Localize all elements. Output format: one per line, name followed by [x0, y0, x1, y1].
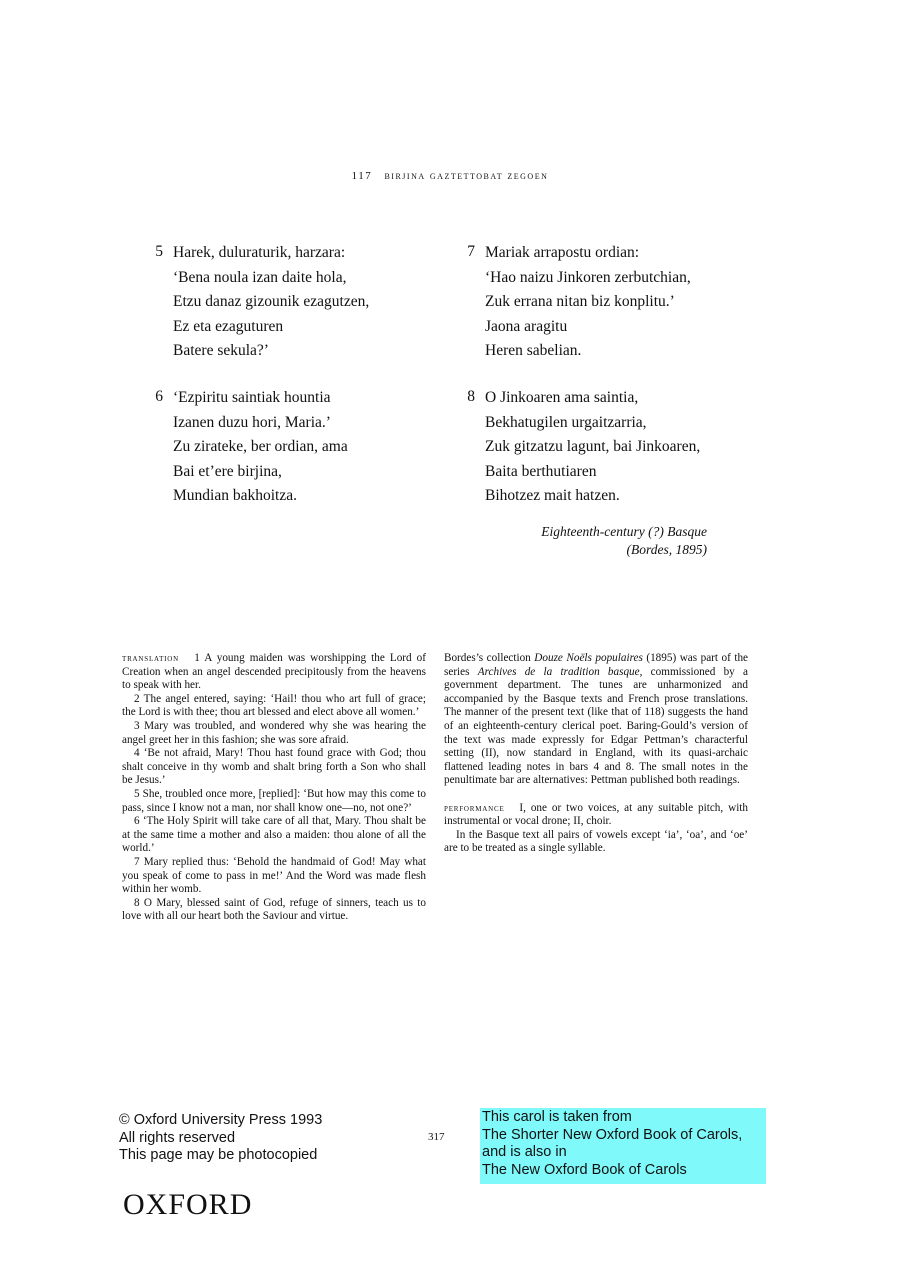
translation-paragraph: 4 ‘Be not afraid, Mary! Thou hast found grace with God; thou shalt conceive in thy womb and shalt bring forth a Son who shall be Jesus.’ — [122, 747, 426, 787]
collection-title: Douze Noëls populaires — [534, 652, 643, 664]
verse-line: O Jinkoaren ama saintia, — [485, 389, 639, 406]
source-info-box — [480, 1108, 766, 1184]
verse-line: Baita berthutiaren — [485, 462, 597, 480]
verse-line: Zu zirateke, ber ordian, ama — [173, 438, 348, 455]
translation-paragraph: 7 Mary replied thus: ‘Behold the handmaid of God! May what you speak of come to pass in me!’ And the Word was made flesh within her womb. — [122, 855, 426, 896]
header-page-number: 117 — [351, 170, 373, 182]
notes-column — [444, 652, 748, 856]
translation-label: translation — [122, 653, 180, 664]
series-title: Archives de la tradition basque — [477, 665, 640, 678]
running-head — [0, 170, 900, 182]
attribution-source: Eighteenth-century (?) Basque — [541, 524, 707, 539]
verse-line: Etzu danaz gizounik ezagutzen, — [173, 293, 370, 310]
stanza-number: 8 — [467, 388, 475, 405]
oxford-logo: OXFORD — [123, 1188, 253, 1221]
info-line: This carol is taken from — [482, 1109, 632, 1125]
performance-note: In the Basque text all pairs of vowels except ‘ia’, ‘oa’, and ‘oe’ are to be treated as a single syllable. — [444, 828, 748, 855]
verse-line: Mundian bakhoitza. — [173, 487, 297, 504]
verse-line: Harek, duluraturik, harzara: — [173, 244, 346, 261]
translation-column — [122, 652, 426, 924]
verse-line: Heren sabelian. — [485, 342, 582, 359]
info-line: The New Oxford Book of Carols — [482, 1161, 687, 1178]
verse-line: Bai et’ere birjina, — [173, 462, 282, 480]
translation-paragraph: 2 The angel entered, saying: ‘Hail! thou who art full of grace; the Lord is with thee; thou art blessed and elect above all women.’ — [122, 692, 426, 719]
attribution — [541, 523, 707, 559]
info-line: and is also in — [482, 1144, 567, 1160]
translation-paragraph: 5 She, troubled once more, [replied]: ‘But how may this come to pass, since I know not a man, nor shall know one—no, not one?’ — [122, 787, 426, 814]
copyright-line: © Oxford University Press 1993 — [119, 1112, 323, 1128]
verse-line: Jaona aragitu — [485, 317, 568, 335]
translation-paragraph: 8 O Mary, blessed saint of God, refuge of sinners, teach us to love with all our heart both the Saviour and virtue. — [122, 896, 426, 923]
translation-paragraph: translation 1 A young maiden was worshipping the Lord of Creation when an angel descended precipitously from the heavens to speak with her. — [122, 652, 427, 692]
verse-line: Batere sekula?’ — [173, 342, 269, 359]
translation-paragraph: 3 Mary was troubled, and wondered why she was hearing the angel greet her in this fashion; she was sore afraid. — [122, 719, 426, 746]
translation-paragraph: 6 ‘The Holy Spirit will take care of all that, Mary. Thou shalt be at the same time a mother and also a maiden: thou alone of all the world.’ — [122, 815, 426, 855]
verse-line: Izanen duzu hori, Maria.’ — [173, 413, 331, 431]
verse-line: Ez eta ezaguturen — [173, 317, 284, 335]
header-title: birjina gaztettobat zegoen — [384, 170, 549, 182]
verse-line: ‘Bena noula izan daite hola, — [173, 268, 347, 286]
copyright-line: All rights reserved — [119, 1129, 236, 1146]
verse-line: Bihotzez mait hatzen. — [485, 487, 620, 504]
verse-line: ‘Hao naizu Jinkoren zerbutchian, — [485, 268, 691, 286]
performance-paragraph: performance I, one or two voices, at any suitable pitch, with instrumental or vocal drone; II, choir. — [444, 801, 749, 828]
stanza-number: 6 — [155, 388, 163, 405]
notes-paragraph: Bordes’s collection Douze Noëls populaires (1895) was part of the series Archives de la tradition basque, commissioned by a government department. The tunes are unharmonized and accompanied by the Basque texts and French prose translations. The manner of the present text (like that of 118) suggests the hand of an eighteenth-century clerical poet. Baring-Gould’s version of the text was made expressly for Edgar Pettman’s characterful setting (II), now standard in England, with its quasi-archaic flattened leading notes in bars 4 and 8. The small notes in the penultimate bar are alternatives: Pettman published both readings. — [444, 652, 749, 787]
stanza-number: 7 — [467, 243, 475, 260]
verse-line: Mariak arrapostu ordian: — [485, 244, 640, 261]
stanza-number: 5 — [155, 243, 163, 260]
attribution-citation: (Bordes, 1895) — [626, 542, 707, 557]
page-number: 317 — [428, 1131, 445, 1143]
copyright-notice — [119, 1112, 322, 1165]
copyright-line: This page may be photocopied — [119, 1147, 318, 1163]
verse-line: Bekhatugilen urgaitzarria, — [485, 413, 647, 431]
verse-line: ‘Ezpiritu saintiak hountia — [173, 389, 331, 406]
verse-line: Zuk gitzatzu lagunt, bai Jinkoaren, — [485, 438, 701, 455]
info-line: The Shorter New Oxford Book of Carols, — [482, 1126, 743, 1143]
verse-line: Zuk errana nitan biz konplitu.’ — [485, 293, 675, 310]
performance-label: performance — [444, 802, 505, 814]
